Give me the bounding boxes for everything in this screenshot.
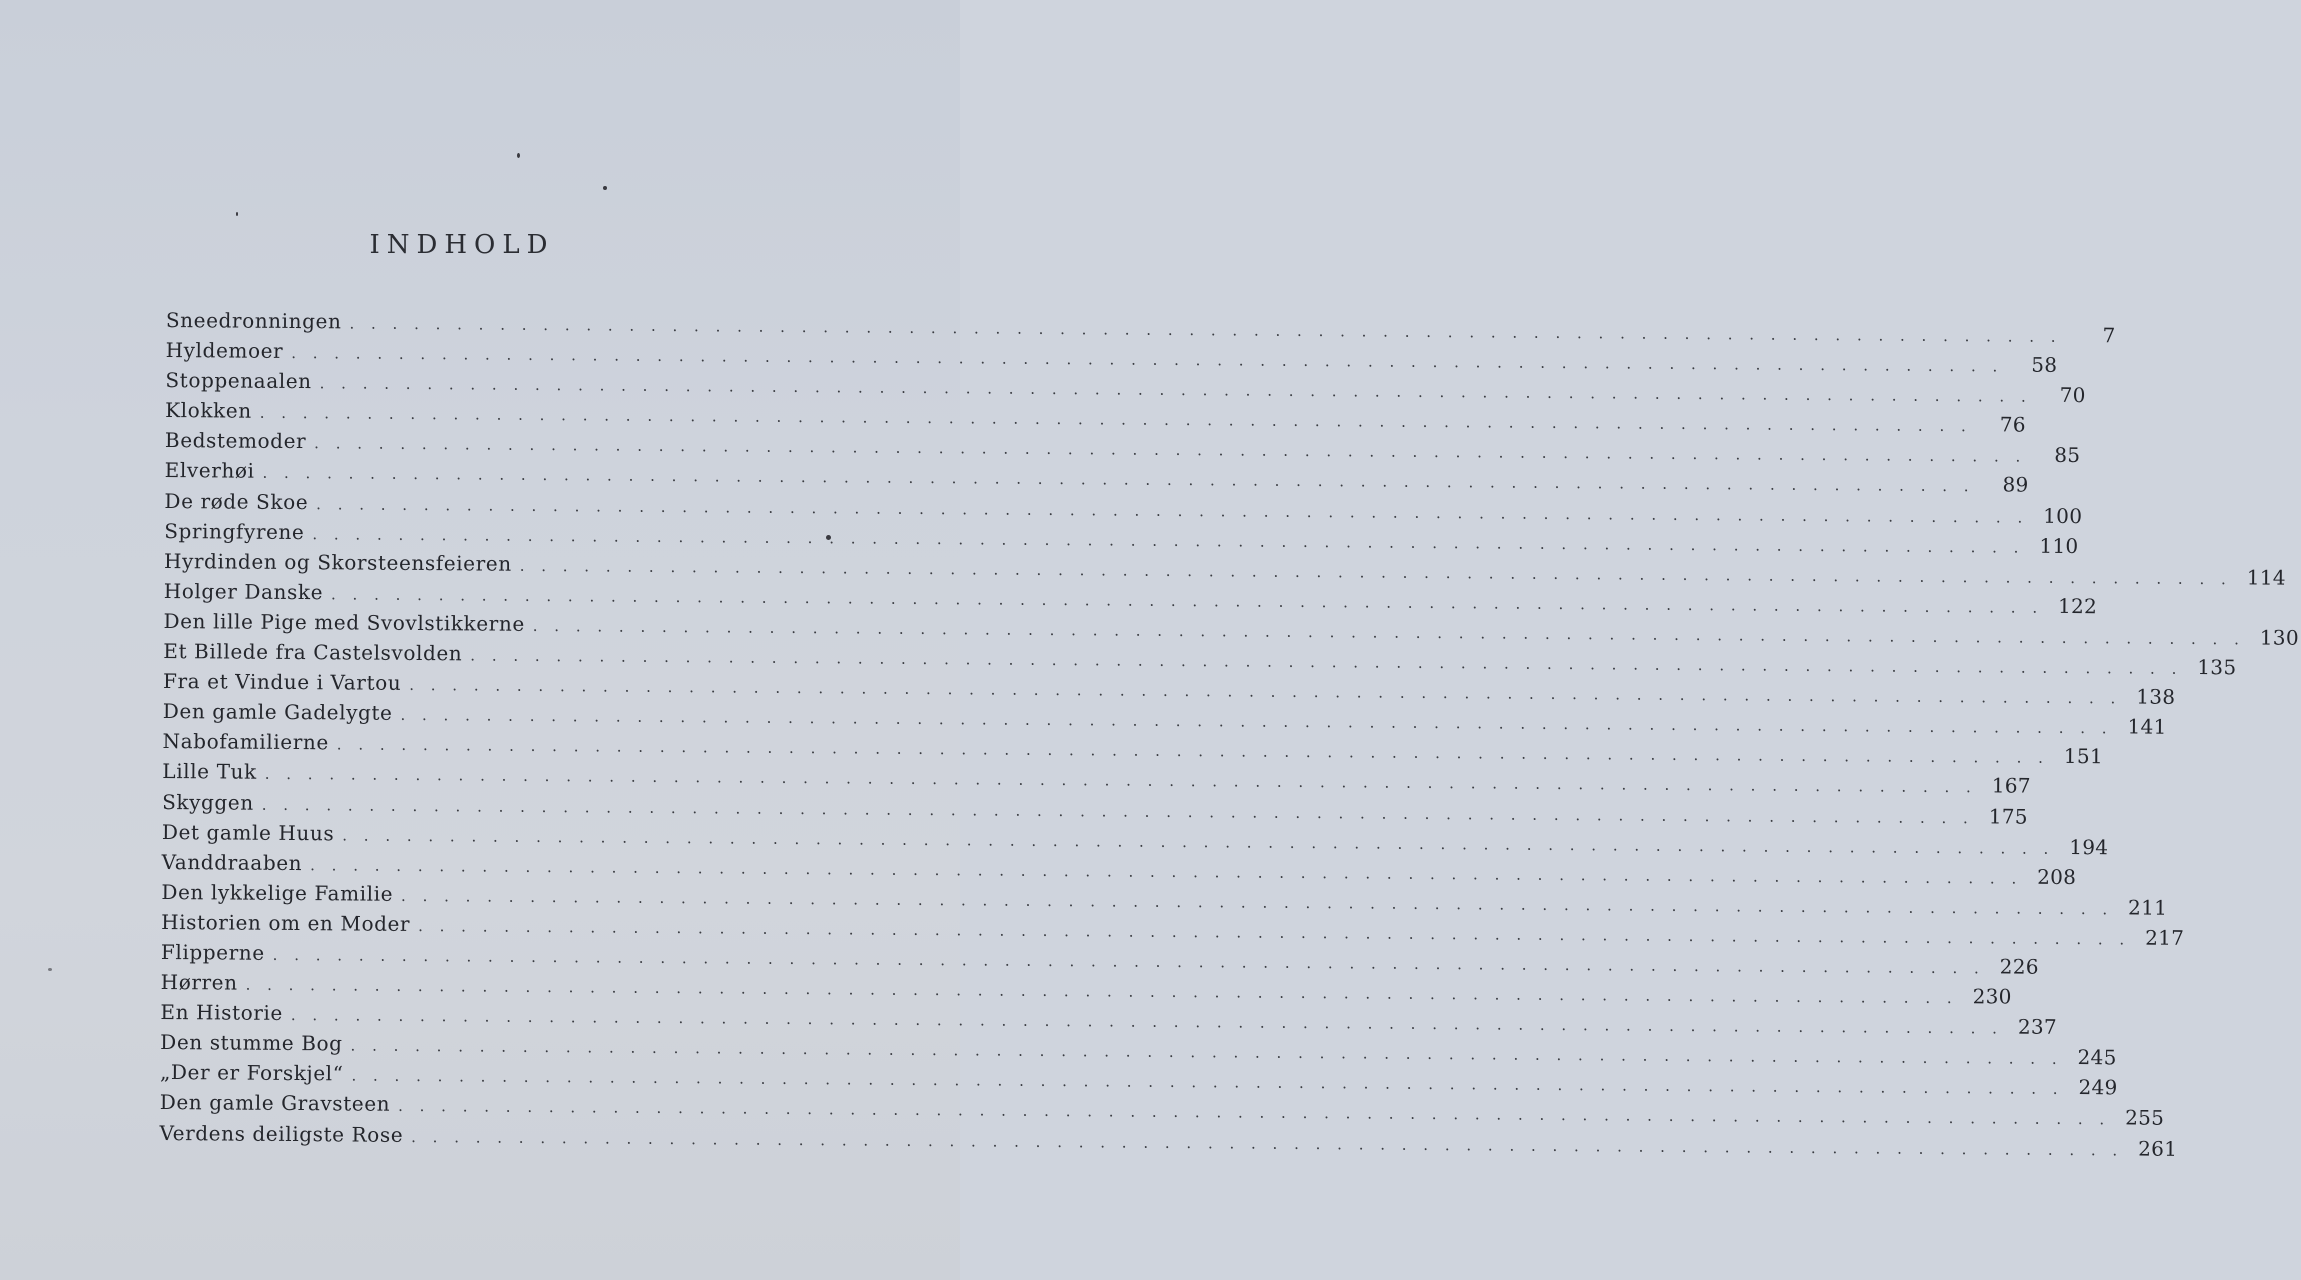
entry-page-number: 194	[2069, 834, 2109, 859]
entry-page-number: 261	[2138, 1136, 2178, 1161]
dot-leader: . . . . . . . . . . . . . . . . . . . . . . . . . . . . . . . . . . . . . . . . . . . . . . . . . . . . . . . . . . . . . . . . . . . . . . . . . . . . . . . .	[409, 676, 2122, 708]
dot-leader: . . . . . . . . . . . . . . . . . . . . . . . . . . . . . . . . . . . . . . . . . . . . . . . . . . . . . . . . . . . . . . . . . . . . . . . . . . . . . . . .	[314, 434, 2027, 466]
dot-leader: . . . . . . . . . . . . . . . . . . . . . . . . . . . . . . . . . . . . . . . . . . . . . . . . . . . . . . . . . . . . . . . . . . . . . . . . . . . . . . . .	[349, 314, 2062, 346]
dot-leader: . . . . . . . . . . . . . . . . . . . . . . . . . . . . . . . . . . . . . . . . . . . . . . . . . . . . . . . . . . . . . . . . . . . . . . . . . . . . . . . .	[272, 945, 1985, 978]
toc-entry	[165, 398, 2026, 437]
toc-entry	[164, 428, 2081, 468]
toc-entry	[160, 939, 2039, 979]
toc-entry	[165, 308, 2116, 348]
entry-title: Den gamle Gravsteen	[159, 1090, 391, 1117]
entry-page-number: 85	[2054, 443, 2081, 468]
toc-entry	[161, 909, 2185, 950]
entry-title: Hyrdinden og Skorsteensfeieren	[163, 548, 512, 576]
entry-title: Springfyrene	[164, 518, 305, 544]
dot-leader: . . . . . . . . . . . . . . . . . . . . . . . . . . . . . . . . . . . . . . . . . . . . . . . . . . . . . . . . . . . . . . . . . . . . . . . . . . . . . . . .	[262, 464, 1975, 496]
entry-page-number: 114	[2246, 565, 2286, 590]
entry-title: Elverhøi	[164, 458, 255, 484]
dot-leader: . . . . . . . . . . . . . . . . . . . . . . . . . . . . . . . . . . . . . . . . . . . . . . . . . . . . . . . . . . . . . . . . . . . . . . . . . . . . . . . .	[336, 735, 2049, 768]
dot-leader: . . . . . . . . . . . . . . . . . . . . . . . . . . . . . . . . . . . . . . . . . . . . . . . . . . . . . . . . . . . . . . . . . . . . . . . . . . . . . . . .	[261, 795, 1974, 827]
entry-title: Den stumme Bog	[160, 1030, 343, 1056]
entry-title: Den gamle Gadelygte	[162, 699, 393, 726]
entry-title: Fra et Vindue i Vartou	[162, 669, 402, 695]
dot-leader: . . . . . . . . . . . . . . . . . . . . . . . . . . . . . . . . . . . . . . . . . . . . . . . . . . . . . . . . . . . . . . . . . . . . . . . . . . . . . . . .	[411, 1127, 2124, 1159]
paper-speck	[603, 186, 607, 190]
contents-heading: INDHOLD	[369, 230, 555, 260]
entry-page-number: 175	[1988, 803, 2028, 829]
entry-page-number: 130	[2259, 625, 2299, 650]
entry-page-number: 226	[1999, 954, 2039, 979]
entry-title: Lille Tuk	[162, 759, 257, 785]
entry-title: Historien om en Moder	[161, 909, 411, 936]
dot-leader: . . . . . . . . . . . . . . . . . . . . . . . . . . . . . . . . . . . . . . . . . . . . . . . . . . . . . . . . . . . . . . . . . . . . . . . . . . . . . . . .	[319, 374, 2032, 406]
dot-leader: . . . . . . . . . . . . . . . . . . . . . . . . . . . . . . . . . . . . . . . . . . . . . . . . . . . . . . . . . . . . . . . . . . . . . . . . . . . . . . . .	[291, 344, 2004, 376]
toc-entry	[165, 338, 2058, 377]
toc-entry	[162, 699, 2167, 739]
toc-entry	[163, 608, 2299, 650]
entry-page-number: 110	[2039, 533, 2079, 558]
entry-page-number: 167	[1991, 773, 2031, 799]
toc-entry	[163, 639, 2237, 680]
paper-speck	[236, 212, 238, 216]
toc-entry	[159, 1090, 2165, 1131]
entry-page-number: 151	[2063, 744, 2104, 769]
entry-title: Hyldemoer	[165, 338, 284, 364]
toc-entry	[164, 518, 2079, 558]
entry-title: Skyggen	[162, 789, 254, 815]
entry-page-number: 135	[2197, 654, 2237, 680]
dot-leader: . . . . . . . . . . . . . . . . . . . . . . . . . . . . . . . . . . . . . . . . . . . . . . . . . . . . . . . . . . . . . . . . . . . . . . . . . . . . . . . .	[401, 886, 2114, 919]
entry-page-number: 70	[2059, 383, 2086, 408]
entry-page-number: 211	[2128, 895, 2168, 920]
dot-leader: . . . . . . . . . . . . . . . . . . . . . . . . . . . . . . . . . . . . . . . . . . . . . . . . . . . . . . . . . . . . . . . . . . . . . . . . . . . . . . . .	[342, 825, 2055, 858]
dot-leader: . . . . . . . . . . . . . . . . . . . . . . . . . . . . . . . . . . . . . . . . . . . . . . . . . . . . . . . . . . . . . . . . . . . . . . . . . . . . . . . .	[351, 1066, 2064, 1099]
dot-leader: . . . . . . . . . . . . . . . . . . . . . . . . . . . . . . . . . . . . . . . . . . . . . . . . . . . . . . . . . . . . . . . . . . . . . . . . . . . . . . . .	[470, 646, 2183, 678]
toc-entry	[162, 759, 2031, 799]
entry-title: Den lykkelige Familie	[161, 879, 394, 906]
entry-page-number: 122	[2057, 593, 2098, 619]
dot-leader: . . . . . . . . . . . . . . . . . . . . . . . . . . . . . . . . . . . . . . . . . . . . . . . . . . . . . . . . . . . . . . . . . . . . . . . . . . . . . . . .	[316, 494, 2029, 527]
toc-entry	[159, 1060, 2118, 1100]
dot-leader: . . . . . . . . . . . . . . . . . . . . . . . . . . . . . . . . . . . . . . . . . . . . . . . . . . . . . . . . . . . . . . . . . . . . . . . . . . . . . . . .	[532, 616, 2245, 649]
entry-title: Stoppenaalen	[165, 368, 312, 394]
toc-entry	[160, 1030, 2117, 1070]
entry-title: Sneedronningen	[165, 308, 342, 334]
entry-title: De røde Skoe	[164, 488, 309, 514]
toc-entry	[163, 548, 2286, 590]
toc-entry	[164, 488, 2083, 528]
paper-speck	[48, 968, 52, 971]
dot-leader: . . . . . . . . . . . . . . . . . . . . . . . . . . . . . . . . . . . . . . . . . . . . . . . . . . . . . . . . . . . . . . . . . . . . . . . . . . . . . . . .	[418, 916, 2131, 949]
entry-title: Hørren	[160, 970, 238, 995]
entry-title: Vanddraaben	[161, 849, 303, 875]
toc-entry	[162, 789, 2028, 829]
dot-leader: . . . . . . . . . . . . . . . . . . . . . . . . . . . . . . . . . . . . . . . . . . . . . . . . . . . . . . . . . . . . . . . . . . . . . . . . . . . . . . . .	[400, 706, 2113, 738]
dot-leader: . . . . . . . . . . . . . . . . . . . . . . . . . . . . . . . . . . . . . . . . . . . . . . . . . . . . . . . . . . . . . . . . . . . . . . . . . . . . . . . .	[312, 524, 2025, 557]
dot-leader: . . . . . . . . . . . . . . . . . . . . . . . . . . . . . . . . . . . . . . . . . . . . . . . . . . . . . . . . . . . . . . . . . . . . . . . . . . . . . . . .	[245, 975, 1958, 1008]
entry-title: Nabofamilierne	[162, 729, 329, 755]
table-of-contents	[159, 308, 2299, 1161]
entry-page-number: 141	[2127, 714, 2167, 739]
entry-page-number: 138	[2136, 684, 2176, 709]
entry-page-number: 208	[2037, 864, 2077, 889]
entry-page-number: 217	[2145, 925, 2185, 950]
toc-entry	[164, 458, 2029, 498]
dot-leader: . . . . . . . . . . . . . . . . . . . . . . . . . . . . . . . . . . . . . . . . . . . . . . . . . . . . . . . . . . . . . . . . . . . . . . . . . . . . . . . .	[290, 1006, 2004, 1038]
paper-speck	[517, 153, 520, 158]
entry-page-number: 89	[2002, 472, 2029, 498]
entry-page-number: 245	[2077, 1045, 2117, 1070]
toc-entry	[159, 1120, 2178, 1161]
dot-leader: . . . . . . . . . . . . . . . . . . . . . . . . . . . . . . . . . . . . . . . . . . . . . . . . . . . . . . . . . . . . . . . . . . . . . . . . . . . . . . . .	[264, 765, 1977, 797]
dot-leader: . . . . . . . . . . . . . . . . . . . . . . . . . . . . . . . . . . . . . . . . . . . . . . . . . . . . . . . . . . . . . . . . . . . . . . . . . . . . . . . .	[259, 404, 1972, 436]
entry-page-number: 7	[2102, 323, 2116, 348]
entry-title: Bedstemoder	[164, 428, 307, 454]
entry-page-number: 255	[2125, 1105, 2165, 1131]
entry-page-number: 249	[2078, 1075, 2118, 1100]
entry-page-number: 100	[2043, 503, 2083, 528]
dot-leader: . . . . . . . . . . . . . . . . . . . . . . . . . . . . . . . . . . . . . . . . . . . . . . . . . . . . . . . . . . . . . . . . . . . . . . . . . . . . . . . .	[519, 556, 2232, 588]
entry-title: Holger Danske	[163, 578, 324, 605]
toc-entry	[161, 879, 2168, 920]
entry-title: „Der er Forskjel“	[159, 1060, 344, 1086]
entry-page-number: 237	[2017, 1014, 2058, 1040]
toc-entry	[161, 819, 2109, 859]
toc-entry	[162, 669, 2176, 709]
entry-title: Et Billede fra Castelsvolden	[163, 639, 463, 666]
entry-title: Klokken	[165, 398, 252, 423]
dot-leader: . . . . . . . . . . . . . . . . . . . . . . . . . . . . . . . . . . . . . . . . . . . . . . . . . . . . . . . . . . . . . . . . . . . . . . . . . . . . . . . .	[350, 1036, 2063, 1069]
entry-title: Flipperne	[160, 939, 265, 965]
toc-entry	[160, 1000, 2058, 1040]
entry-title: Det gamle Huus	[161, 819, 335, 845]
dot-leader: . . . . . . . . . . . . . . . . . . . . . . . . . . . . . . . . . . . . . . . . . . . . . . . . . . . . . . . . . . . . . . . . . . . . . . . . . . . . . . . .	[330, 585, 2044, 617]
entry-page-number: 58	[2031, 352, 2058, 377]
entry-title: En Historie	[160, 1000, 283, 1026]
dot-leader: . . . . . . . . . . . . . . . . . . . . . . . . . . . . . . . . . . . . . . . . . . . . . . . . . . . . . . . . . . . . . . . . . . . . . . . . . . . . . . . .	[310, 855, 2023, 888]
toc-entry	[160, 970, 2012, 1009]
dot-leader: . . . . . . . . . . . . . . . . . . . . . . . . . . . . . . . . . . . . . . . . . . . . . . . . . . . . . . . . . . . . . . . . . . . . . . . . . . . . . . . .	[398, 1097, 2111, 1129]
toc-entry	[163, 578, 2098, 619]
toc-entry	[162, 729, 2104, 769]
toc-entry	[161, 849, 2077, 889]
entry-title: Verdens deiligste Rose	[159, 1120, 404, 1147]
toc-entry	[165, 368, 2086, 408]
entry-page-number: 230	[1972, 984, 2012, 1009]
entry-page-number: 76	[1999, 412, 2026, 437]
entry-title: Den lille Pige med Svovlstikkerne	[163, 608, 525, 636]
